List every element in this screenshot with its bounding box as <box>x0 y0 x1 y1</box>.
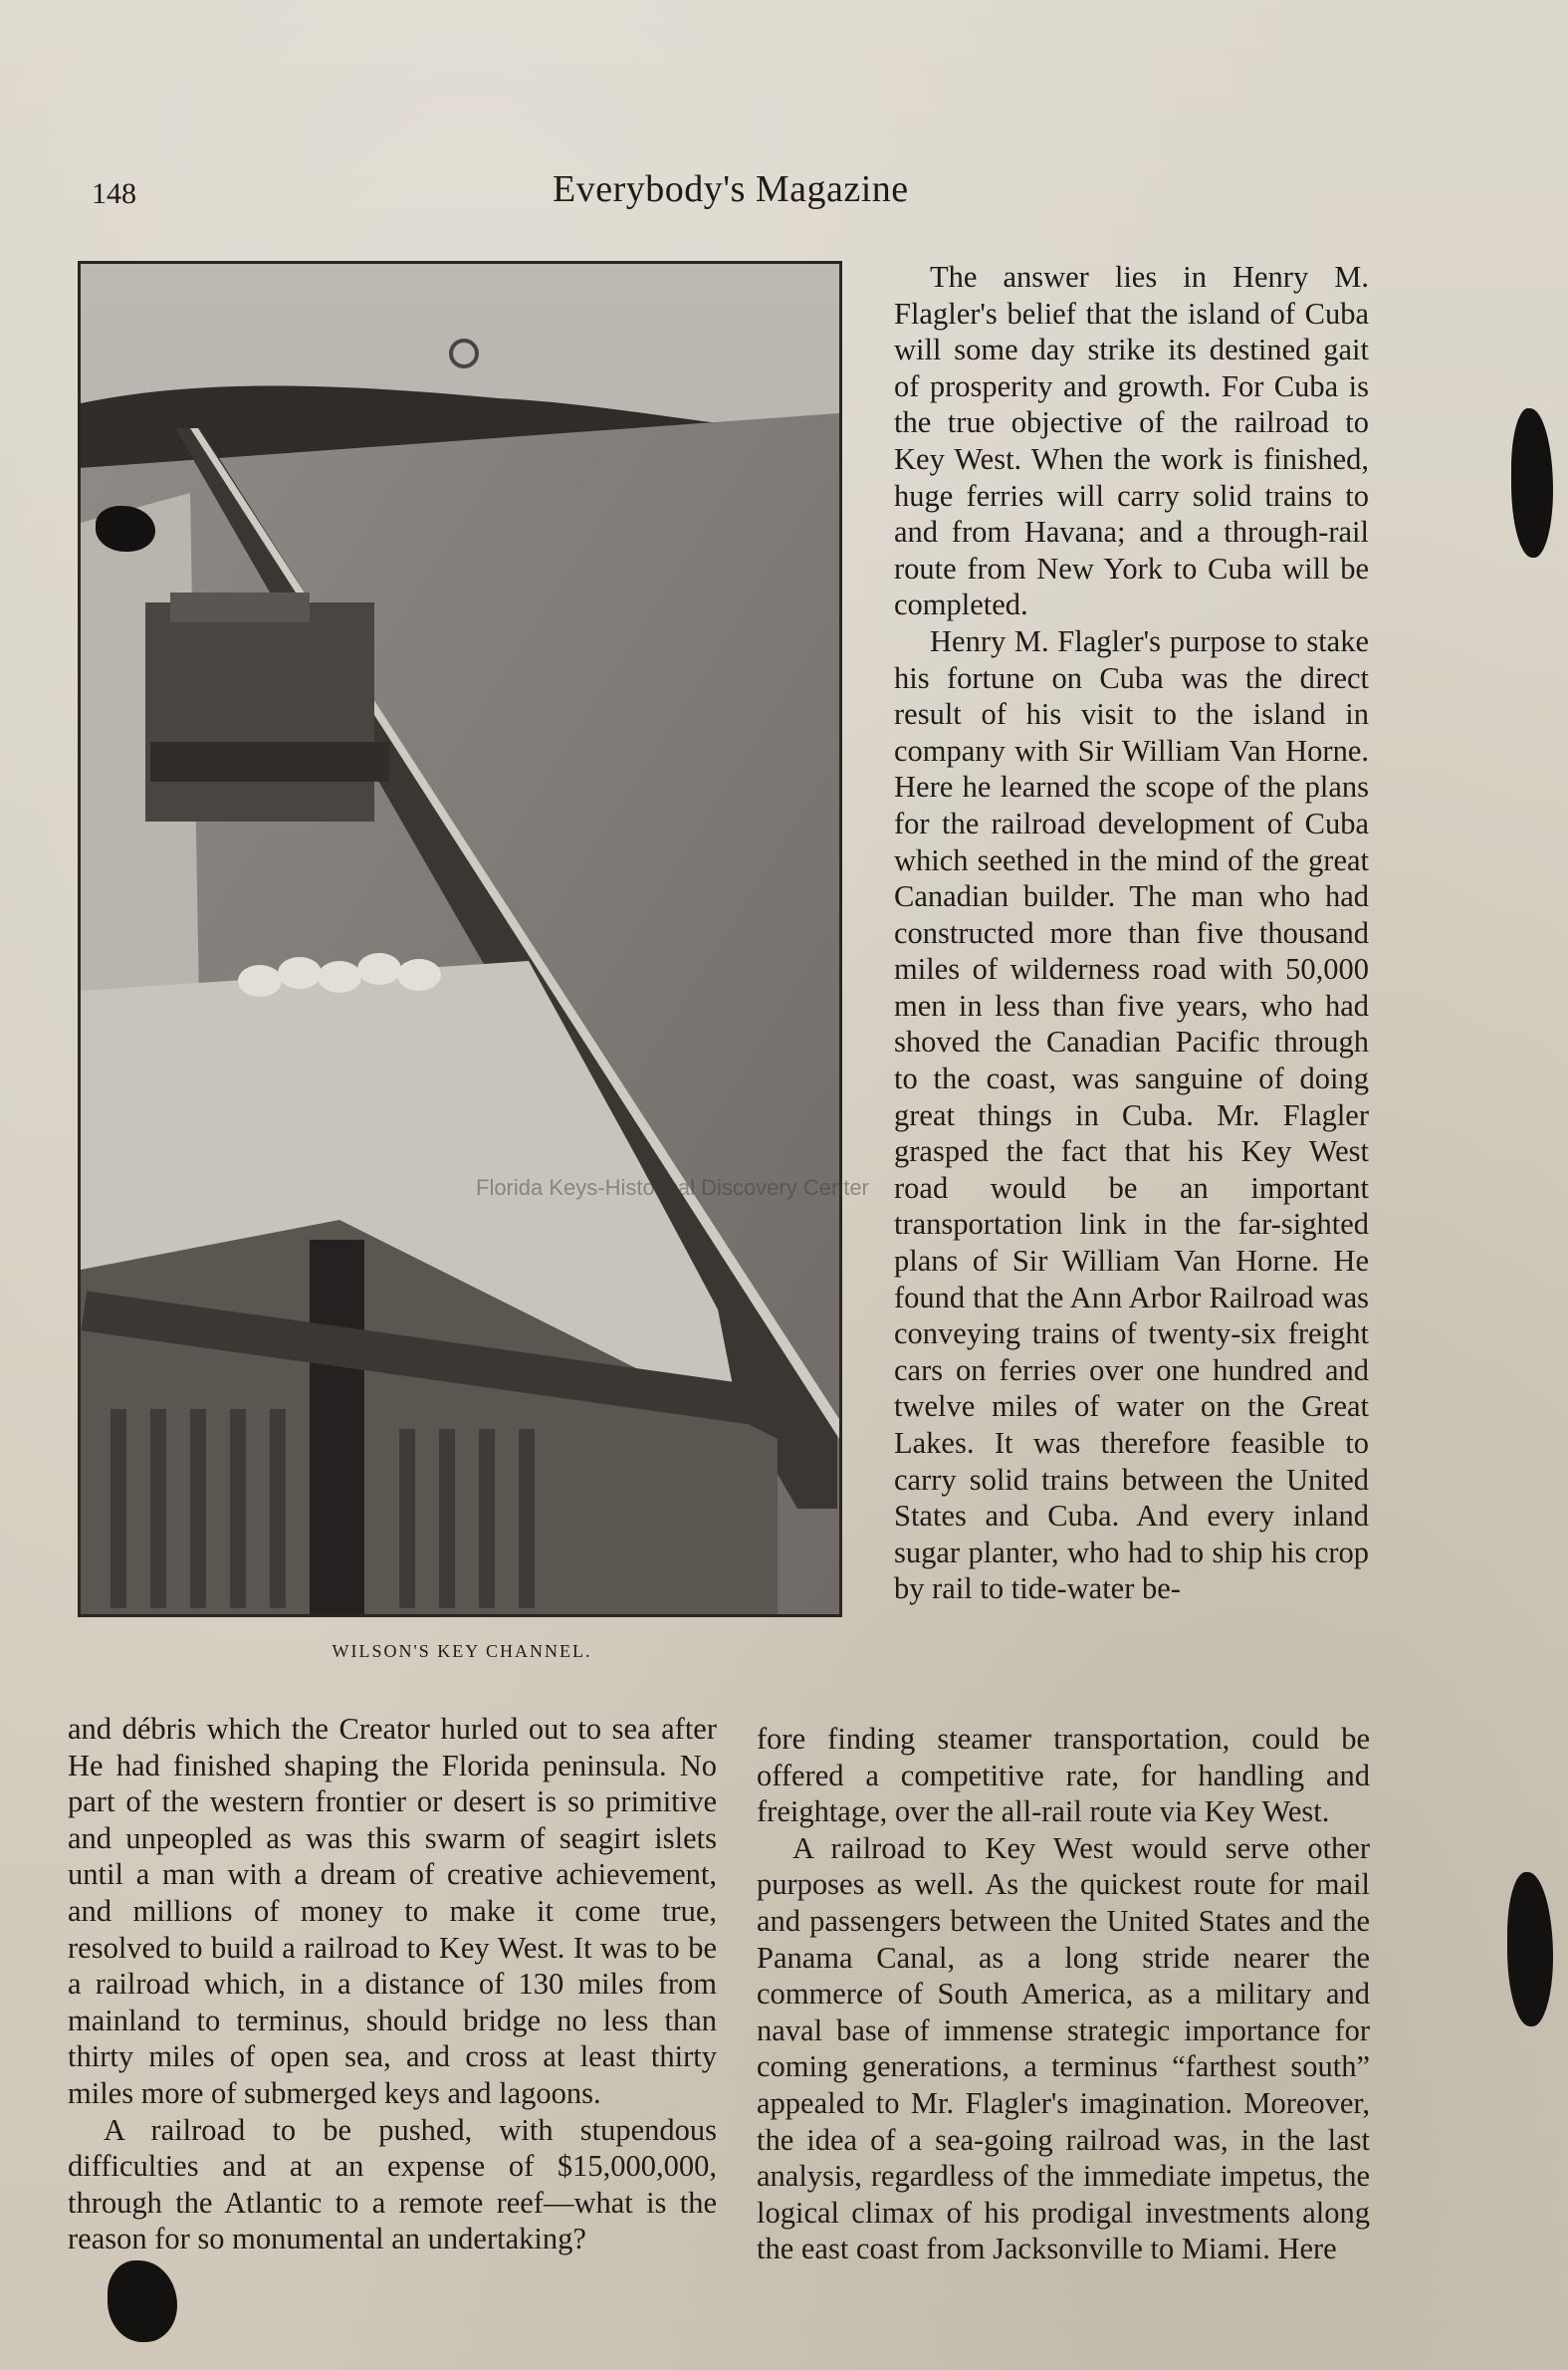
ink-stain <box>1511 408 1553 558</box>
article-paragraph: fore finding steamer transportation, could be offered a competitive rate, for handling and freightage, over the all-rail route via Key West. <box>757 1722 1370 1829</box>
article-column-left-bottom <box>68 1711 717 2257</box>
article-paragraph: The answer lies in Henry M. Flagler's belief that the island of Cuba will some day strike its destined gait of prosperity and growth. For Cuba is the true objective of the railroad to Key West. When the work is finished, huge ferries will carry solid trains to and from Havana; and a through-rail route from New York to Cuba will be completed. <box>894 260 1369 622</box>
article-paragraph: and débris which the Creator hurled out to sea after He had finished shaping the Florida peninsula. No part of the western frontier or desert is so primitive and unpeopled as was this swarm of seagirt islets until a man with a dream of creative achievement, and millions of money to make it come true, resolved to build a railroad to Key West. It was to be a railroad which, in a distance of 130 miles from mainland to terminus, should bridge no less than thirty miles of open sea, and cross at least thirty miles more of submerged keys and lagoons. <box>68 1712 717 2110</box>
magazine-title: Everybody's Magazine <box>553 168 909 210</box>
article-paragraph: A railroad to Key West would serve other purposes as well. As the quickest route for mail and passengers between the United States and the Panama Canal, as a long stride nearer the commerce of South America, as a military and naval base of immense strategic importance for coming generations, a terminus “farthest south” appealed to Mr. Flagler's imagination. Moreover, the idea of a sea-going railroad was, in the last analysis, regardless of the immediate impetus, the logical climax of his prodigal investments along the east coast from Jacksonville to Miami. Here <box>757 1830 1370 2266</box>
watermark-text: Florida Keys-Historical Discovery Center <box>476 1175 869 1200</box>
article-paragraph: Henry M. Flagler's purpose to stake his fortune on Cuba was the direct result of his visit to the island in company with Sir William Van Horne. Here he learned the scope of the plans for the railroad development of Cuba which seethed in the mind of the great Canadian builder. The man who had constructed more than five thousand miles of wilderness road with 50,000 men in less than five years, who had shoved the Canadian Pacific through to the coast, was sanguine of doing great things in Cuba. Mr. Flagler grasped the fact that his Key West road would be an important transportation link in the far-sighted plans of Sir William Van Horne. He found that the Ann Arbor Railroad was conveying trains of twenty-six freight cars on ferries over one hundred and twelve miles of water on the Great Lakes. It was therefore feasible to carry solid trains between the United States and Cuba. And every inland sugar planter, who had to ship his crop by rail to tide-water be- <box>894 623 1369 1606</box>
railroad-photo-illustration <box>81 264 839 1614</box>
photo-caption: WILSON'S KEY CHANNEL. <box>332 1641 592 1661</box>
article-column-right-top <box>894 259 1369 1607</box>
page-number: 148 <box>92 177 136 210</box>
railroad-photo <box>78 261 842 1617</box>
article-paragraph: A railroad to be pushed, with stupendous difficulties and at an expense of $15,000,000, through the Atlantic to a remote reef—what is the reason for so monumental an undertaking? <box>68 2112 717 2256</box>
article-column-right-bottom <box>757 1721 1370 2267</box>
ink-stain <box>1507 1872 1553 2026</box>
ink-stain <box>108 2260 177 2342</box>
